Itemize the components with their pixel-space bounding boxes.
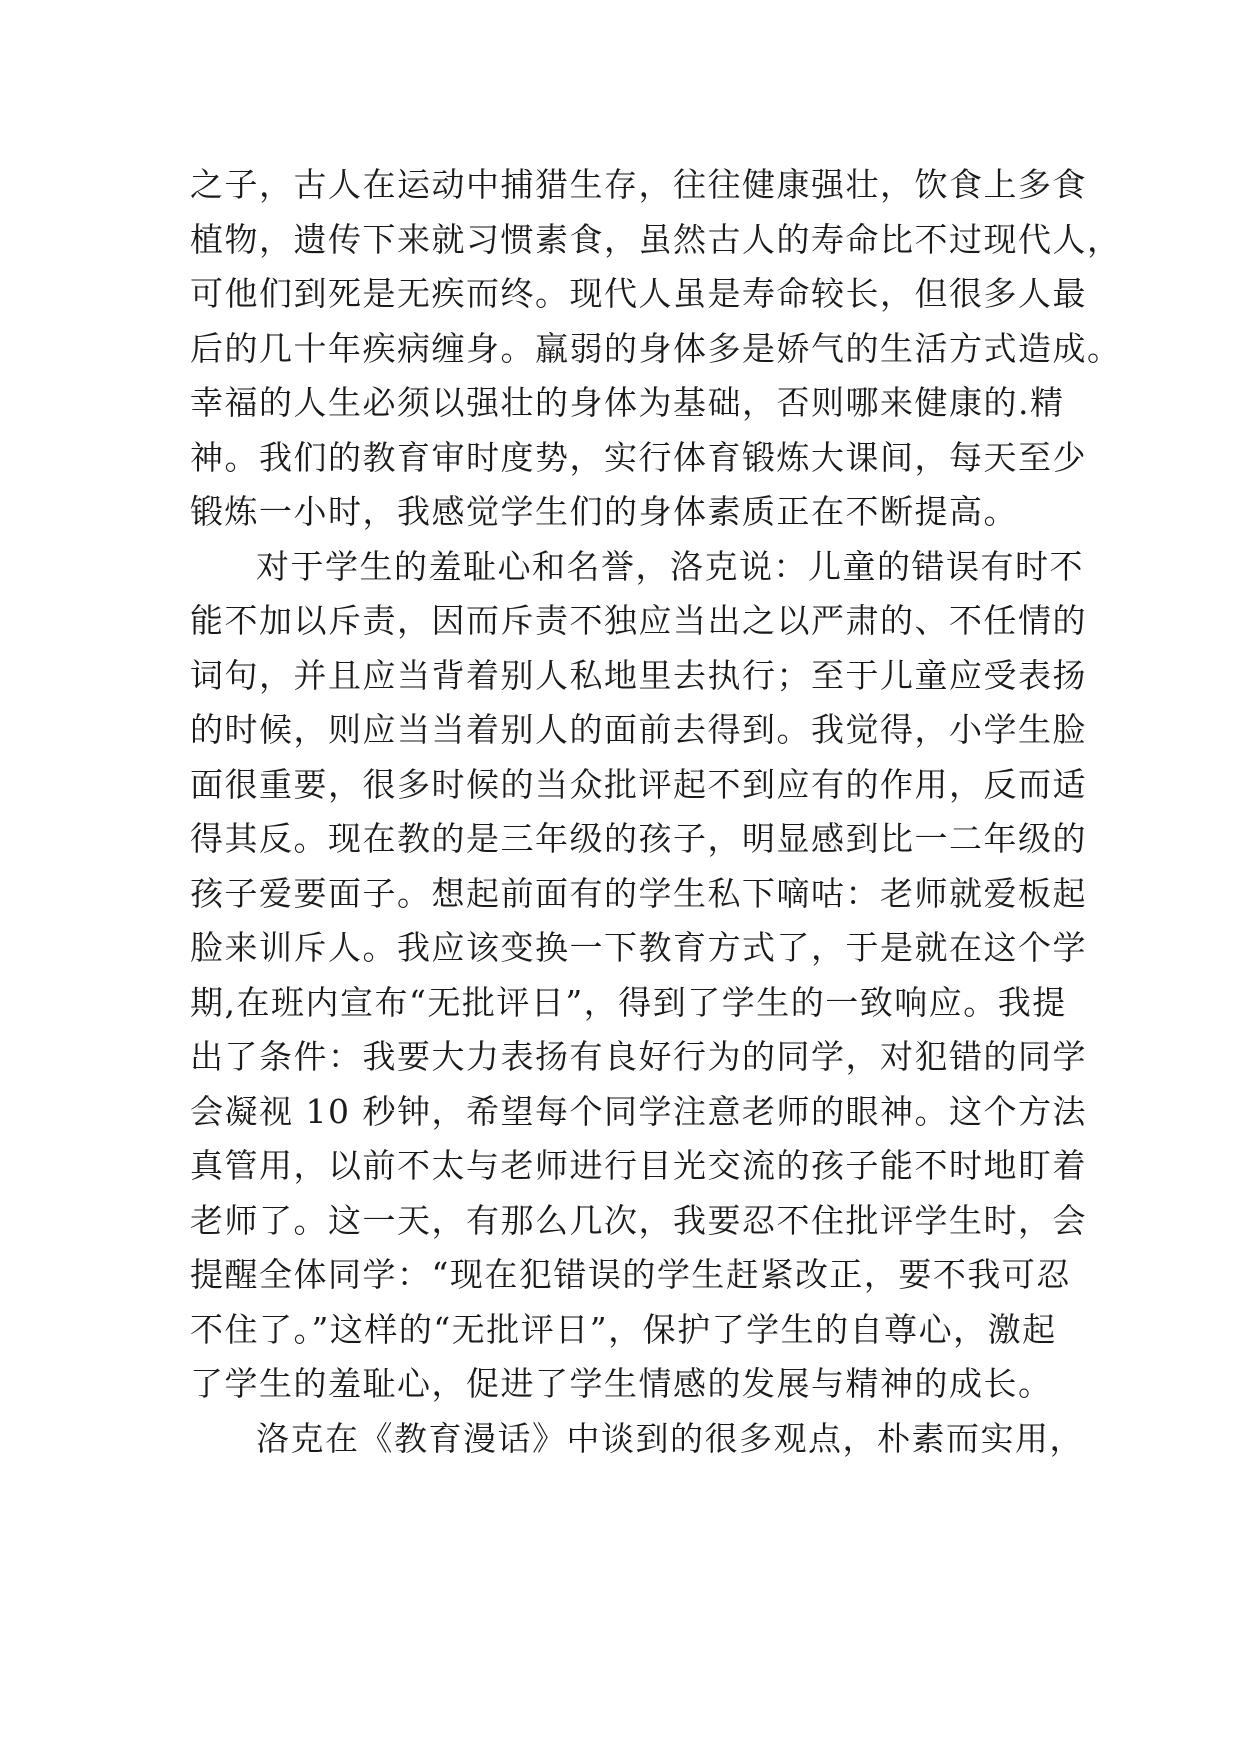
text-line: 面很重要，很多时候的当众批评起不到应有的作用，反而适 — [190, 764, 1087, 804]
text-line: 后的几十年疾病缠身。羸弱的身体多是娇气的生活方式造成。 — [190, 328, 1122, 368]
text-line: 之子，古人在运动中捕猎生存，往往健康强壮，饮食上多食 — [190, 165, 1087, 204]
text-line: 得其反。现在教的是三年级的孩子，明显感到比一二年级的 — [190, 819, 1087, 858]
text-line: 不住了。”这样的“无批评日”，保护了学生的自尊心，激起 — [190, 1309, 1057, 1349]
text-line: 锻炼一小时，我感觉学生们的身体素质正在不断提高。 — [190, 492, 1018, 531]
text-line: 词句，并且应当背着别人私地里去执行；至于儿童应受表扬 — [190, 655, 1087, 695]
text-line: 孩子爱要面子。想起前面有的学生私下嘀咕：老师就爱板起 — [190, 873, 1087, 913]
text-line: 期,在班内宣布“无批评日”，得到了学生的一致响应。我提 — [190, 982, 1067, 1022]
paragraph-start-line: 对于学生的羞耻心和名誉，洛克说：儿童的错误有时不 — [256, 546, 1084, 586]
body-text — [190, 158, 1122, 1466]
text-line: 脸来训斥人。我应该变换一下教育方式了，于是就在这个学 — [190, 928, 1087, 967]
text-line: 的时候，则应当当着别人的面前去得到。我觉得，小学生脸 — [190, 710, 1087, 749]
text-line: 幸福的人生必须以强壮的身体为基础，否则哪来健康的.精 — [190, 383, 1065, 422]
text-line: 可他们到死是无疾而终。现代人虽是寿命较长，但很多人最 — [190, 274, 1087, 313]
text-line: 了学生的羞耻心，促进了学生情感的发展与精神的成长。 — [190, 1364, 1053, 1403]
text-line: 神。我们的教育审时度势，实行体育锻炼大课间，每天至少 — [190, 437, 1087, 477]
text-line: 出了条件：我要大力表扬有良好行为的同学，对犯错的同学 — [190, 1037, 1087, 1076]
text-line: 能不加以斥责，因而斥责不独应当出之以严肃的、不任情的 — [190, 601, 1087, 640]
text-line: 会凝视 10 秒钟，希望每个同学注意老师的眼神。这个方法 — [190, 1091, 1087, 1131]
text-line: 老师了。这一天，有那么几次，我要忍不住批评学生时，会 — [190, 1200, 1087, 1240]
text-line: 提醒全体同学：“现在犯错误的学生赶紧改正，要不我可忍 — [190, 1255, 1071, 1294]
text-line: 真管用，以前不太与老师进行目光交流的孩子能不时地盯着 — [190, 1146, 1087, 1185]
text-line: 植物，遗传下来就习惯素食，虽然古人的寿命比不过现代人， — [190, 219, 1122, 259]
paragraph-start-line: 洛克在《教育漫话》中谈到的很多观点，朴素而实用， — [256, 1418, 1084, 1458]
